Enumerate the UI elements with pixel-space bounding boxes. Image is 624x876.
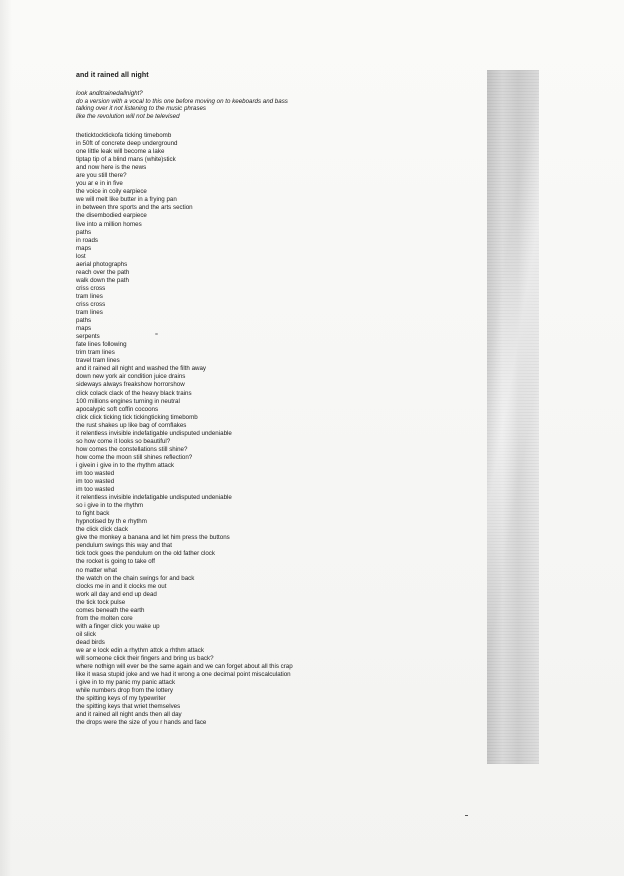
poem-line: i givein i give in to the rhythm attack	[76, 461, 175, 469]
poem-line: i give in to my panic my panic attack	[76, 679, 176, 687]
poem-line: oil slick	[76, 630, 96, 638]
poem-line: im too wasted	[76, 486, 115, 494]
poem-line: where nothign will ever be the same again and we can forget about all this crap	[76, 663, 293, 671]
poem-line: reach over the path	[76, 268, 130, 276]
poem-line: in roads	[76, 236, 99, 244]
poem-line: the rust shakes up like bag of cornflakes	[76, 421, 187, 429]
poem-line: theticktocktickofa ticking timebomb	[76, 132, 172, 139]
poem-line: from the molten core	[76, 614, 133, 622]
poem-line: paths	[76, 317, 92, 325]
poem-line: to fight back	[76, 510, 110, 518]
poem-line: the spitting keys that wriet themselves	[76, 703, 181, 711]
poem-line: in between thre sports and the arts section	[76, 204, 193, 212]
poem-line: the disembodied earpiece	[76, 212, 147, 220]
poem-line: comes beneath the earth	[76, 606, 145, 614]
poem-line: click colack clack of the heavy black trains	[76, 389, 192, 397]
poem-line: so how come it looks so beautiful?	[76, 437, 171, 445]
poem-line: travel tram lines	[76, 357, 120, 365]
poem-line: 100 millions engines turning in neutral	[76, 397, 180, 405]
note-line: look anditrainedallnight?	[76, 90, 143, 97]
poem-line: while numbers drop from the lottery	[76, 687, 173, 695]
poem-line: so i give in to the rhythm	[76, 502, 144, 510]
poem-line: you ar e in in five	[76, 180, 123, 188]
page-edge-shadow	[0, 0, 12, 876]
poem-line: lost	[76, 252, 86, 260]
poem-line: we ar e lock edin a rhythm attck a rhthm attack	[76, 647, 204, 654]
poem-line: in 50ft of concrete deep underground	[76, 140, 178, 148]
note-line: like the revolution will not be televised	[76, 113, 180, 121]
poem-line: are you still there?	[76, 172, 127, 180]
scan-mark	[465, 815, 468, 816]
poem-line: the click click clack	[76, 526, 128, 534]
poem-line: criss cross	[76, 284, 106, 292]
poem-line: click click ticking tick tickingticking timebomb	[76, 413, 198, 421]
poem-line: down new york air condition juice drains	[76, 373, 186, 381]
poem-line: trim tram lines	[76, 349, 115, 357]
poem-line: tram lines	[76, 292, 103, 300]
poem-body	[76, 132, 293, 727]
poem-line: no matter what	[76, 566, 117, 574]
poem-line: and now here is the news	[76, 164, 147, 172]
poem-line: it relentless invisible indefatigable undisputed undeniable	[76, 494, 232, 502]
note-line: do a version with a vocal to this one before moving on to keeboards and bass	[76, 97, 288, 105]
poem-line: give the monkey a banana and let him press the buttons	[76, 534, 230, 542]
poem-line: will someone click their fingers and bring us back?	[76, 655, 214, 663]
poem-line: live into a million homes	[76, 220, 142, 228]
poem-line: tick tock goes the pendulum on the old father clock	[76, 550, 215, 558]
poem-line: tram lines	[76, 309, 103, 317]
poem-line: and it rained all night ands then all day	[76, 711, 182, 719]
poem-line: aerial photographs	[76, 260, 128, 268]
poem-line: walk down the path	[76, 276, 129, 284]
poem-line: the rocket is going to take off	[76, 558, 155, 566]
poem-line: hypnotised by th e rhythm	[76, 518, 147, 526]
poem-line: dead birds	[76, 638, 105, 646]
poem-line: paths	[76, 228, 92, 236]
poem-line: im too wasted	[76, 469, 115, 477]
poem-line: with a finger click you wake up	[76, 622, 160, 630]
note-line: talking over it not listening to the music phrases	[76, 105, 207, 113]
poem-line: we will melt like butter in a frying pan	[76, 196, 177, 204]
poem-line: the tick tock pulse	[76, 598, 126, 606]
notes-block	[76, 90, 288, 121]
poem-line: the spitting keys of my typewriter	[76, 695, 166, 703]
poem-line: apocalypic soft coffin cocoons	[76, 405, 159, 413]
poem-line: maps	[76, 325, 92, 333]
poem-line: tiptap tip of a blind mans (white)stick	[76, 156, 176, 164]
poem-line: how comes the constellations still shine?	[76, 445, 188, 453]
poem-line: like it wasa stupid joke and we had it wrong a one decimal point miscalculation	[76, 671, 291, 679]
poem-line: how come the moon still shines reflection?	[76, 453, 193, 461]
document-title: and it rained all night	[76, 72, 149, 79]
poem-line: it relentless invisible indefatigable undisputed undeniable	[76, 429, 232, 437]
scan-speck	[155, 333, 158, 335]
scanned-photo-strip	[487, 70, 539, 764]
poem-line: maps	[76, 244, 92, 252]
poem-line: clocks me in and it clocks me out	[76, 582, 167, 590]
poem-line: the drops were the size of you r hands and face	[76, 719, 207, 727]
poem-line: and it rained all night and washed the filth away	[76, 365, 207, 373]
poem-line: the voice in coily earpiece	[76, 188, 147, 196]
poem-line: one little leak will become a lake	[76, 148, 165, 156]
poem-line: sideways always freakshow horrorshow	[76, 381, 185, 389]
poem-line: im too wasted	[76, 478, 115, 486]
poem-line: serpents	[76, 333, 100, 341]
poem-line: the watch on the chain swings for and back	[76, 574, 195, 582]
poem-line: criss cross	[76, 300, 106, 308]
poem-line: pendulum swings this way and that	[76, 542, 172, 550]
poem-line: fate lines following	[76, 341, 127, 349]
poem-line: work all day and end up dead	[76, 590, 157, 598]
